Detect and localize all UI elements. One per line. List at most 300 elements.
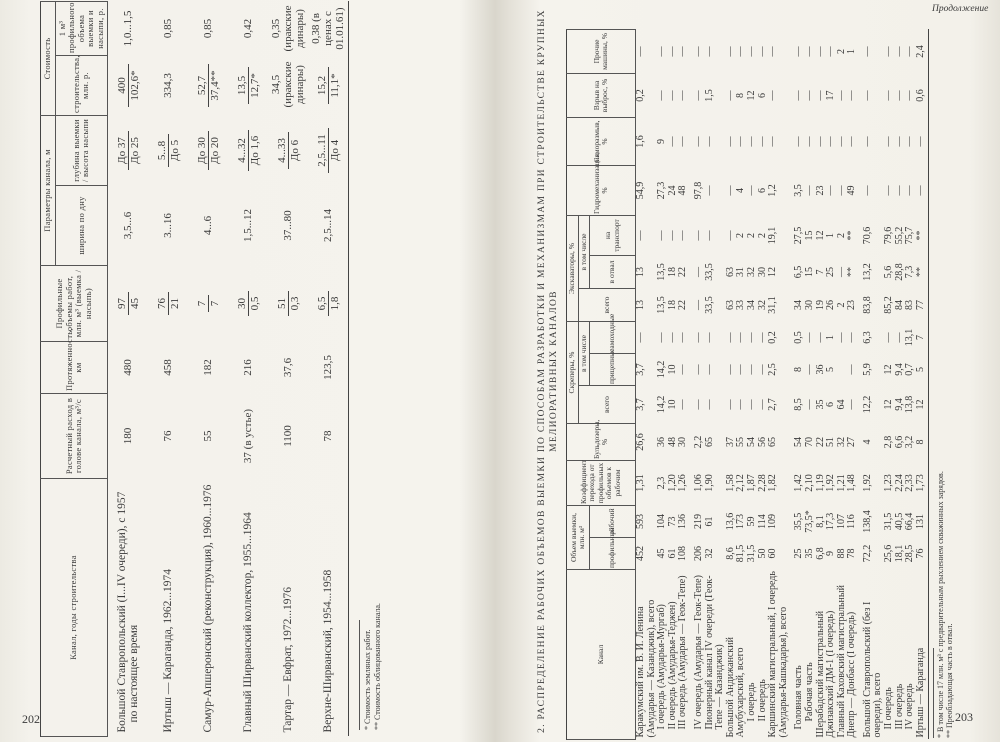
- scrapers-total-value: 9,4: [893, 398, 905, 411]
- length-value: 123,5: [308, 342, 349, 394]
- volume-work-value: 35,5: [793, 512, 805, 531]
- continuation-label: Продолжение: [932, 4, 989, 14]
- other-value: 2,4: [916, 29, 929, 73]
- scrapers-total-value: 12: [883, 399, 895, 410]
- hydro-value: —: [835, 185, 847, 196]
- coef-value: 2,10: [803, 474, 815, 492]
- scrapers-self-propelled-value: —: [735, 332, 747, 343]
- other-value: —: [803, 46, 815, 57]
- table-row: [705, 29, 726, 739]
- scrapers-trailed-value: 5: [825, 367, 837, 372]
- table-row: [148, 1, 188, 736]
- header-self-propelled: самоходные: [590, 322, 636, 354]
- excavators-to-transport-value: **: [846, 230, 858, 241]
- excavators-total-value: 63: [724, 300, 736, 310]
- volume-profile-value: 25: [793, 548, 805, 559]
- volume-work-value: 66,4: [904, 512, 916, 531]
- hydro-value: 23: [814, 185, 826, 196]
- table-title: 2. РАСПРЕДЕЛЕНИЕ РАБОЧИХ ОБЪЕМОВ ВЫЕМКИ ПО СПОСОБАМ РАЗРАБОТКИ И МЕХАНИЗМАМ ПРИ СТРОИТЕЛЬСТВЕ КРУПНЫХ МЕЛИОРАТИВНЫХ КАНАЛОВ: [537, 9, 559, 733]
- cost-total-denominator: 12,7*: [248, 73, 261, 98]
- bulldozers-value: 70: [803, 437, 815, 447]
- volume-work-value: 593: [635, 514, 646, 529]
- blast-value: 12: [745, 90, 757, 101]
- volume-profile-value: 32: [703, 548, 715, 559]
- cost-total-numerator: 334,3: [162, 73, 174, 98]
- scrapers-trailed-value: —: [745, 364, 757, 375]
- scrapers-self-propelled-value: 0,2: [767, 331, 779, 344]
- volume-work-value: 138,4: [861, 510, 873, 533]
- excavators-to-dump-value: 6,5: [793, 265, 805, 279]
- page-number-right: 203: [955, 710, 973, 724]
- blast-value: 1,5: [703, 89, 715, 102]
- table-row: [805, 29, 816, 739]
- coef-value: 1,31: [635, 474, 646, 492]
- other-value: —: [677, 46, 689, 57]
- excavators-to-dump-value: 5,6: [883, 265, 895, 279]
- profile-volume: [268, 266, 308, 342]
- other-value: —: [756, 46, 768, 57]
- bulldozers-value: 6,6: [893, 435, 905, 449]
- coef-value: 2,33: [904, 474, 916, 492]
- scrapers-self-propelled-value: —: [893, 332, 905, 343]
- cost-total-numerator: 34,5 (иракские динары): [270, 61, 306, 108]
- scrapers-total-value: 35: [814, 399, 826, 410]
- self-erosion-value: —: [814, 136, 826, 147]
- table-row: [228, 1, 268, 736]
- header-to-dump: в отвал: [590, 256, 636, 289]
- flow-value: 1100: [282, 425, 294, 447]
- header-self-erosion: Саморазмыв, %: [567, 117, 636, 165]
- cost-unit: 0,42: [242, 18, 254, 39]
- volume-work-value: 31,5: [883, 512, 895, 531]
- bulldozers-value: 54: [745, 437, 757, 447]
- table-row: [916, 29, 929, 739]
- excavators-to-transport-value: 79,6: [883, 226, 895, 245]
- header-excavators-incl: в том числе: [578, 215, 590, 288]
- cost-total-numerator: 400: [116, 64, 129, 106]
- depth-value-denominator: До 20: [208, 137, 221, 164]
- header-profile: Профильные объемы работ, млн. м³ (выемка / насыпь): [41, 266, 108, 342]
- blast-value: 0,2: [635, 89, 646, 102]
- depth-value-numerator: До 37: [116, 131, 129, 170]
- cost-total: [268, 55, 308, 115]
- profile-volume-fraction: [116, 292, 141, 315]
- coef-value: 1,42: [793, 474, 805, 492]
- scrapers-total-value: 10: [666, 399, 678, 410]
- cost-total-denominator: 11,1*: [328, 73, 341, 98]
- coef-value: 1,20: [666, 474, 678, 492]
- canal-name: Верхне-Ширванский, 1954...1958: [308, 479, 349, 737]
- scrapers-self-propelled-value: —: [814, 332, 826, 343]
- volume-profile-value: 25,6: [883, 544, 895, 563]
- excavators-to-transport-value: 1: [825, 232, 837, 238]
- table-row: [747, 29, 758, 739]
- excavators-to-dump-value: 31: [735, 267, 747, 277]
- coef-value: 1,06: [692, 474, 704, 492]
- volume-work-value: 104: [656, 514, 668, 529]
- cost-total-denominator: 37,4**: [208, 70, 221, 101]
- coef-value: 1,87: [745, 474, 757, 492]
- volume-work-value: 173: [735, 514, 747, 529]
- coef-value: 1,19: [814, 474, 826, 492]
- cost-total-fraction: [236, 67, 261, 104]
- profile-volume-denominator: 0,5: [248, 296, 261, 311]
- coef-value: 1,90: [703, 474, 715, 492]
- volume-profile-value: 18,1: [893, 544, 905, 563]
- volume-profile-value: 78: [846, 548, 858, 559]
- depth-value-fraction: [196, 131, 221, 170]
- profile-volume: [188, 266, 228, 342]
- profile-volume-numerator: 97: [116, 292, 129, 315]
- self-erosion-value: —: [677, 136, 689, 147]
- other-value: —: [861, 46, 873, 57]
- volume-work-value: 61: [703, 516, 715, 527]
- volume-profile-value: 108: [677, 546, 689, 561]
- canal-name: Днепр — Донбасс (I очередь): [846, 611, 858, 738]
- excavators-to-transport-value: 15: [803, 230, 815, 241]
- volume-work-value: 109: [767, 514, 779, 529]
- coef-value: 1,58: [724, 474, 736, 492]
- excavators-to-dump-value: 30: [756, 267, 768, 277]
- excavators-to-dump-value: 25: [825, 267, 837, 277]
- blast-value: 6: [756, 92, 768, 98]
- flow-value: 78: [308, 394, 349, 479]
- hydro-value: —: [703, 185, 715, 196]
- self-erosion-value: 9: [656, 138, 668, 144]
- hydro-value: 4: [735, 187, 747, 193]
- profile-volume-numerator: 51: [276, 291, 289, 317]
- scrapers-self-propelled-value: —: [756, 332, 768, 343]
- scrapers-total-value: —: [703, 399, 715, 410]
- bulldozers-value: 30: [677, 437, 689, 447]
- bulldozers-value: 4: [861, 439, 873, 445]
- excavators-total-value: 23: [846, 300, 858, 310]
- scrapers-self-propelled-value: 6,3: [861, 331, 873, 344]
- blast-value: —: [861, 90, 873, 101]
- cost-unit: 1,0...1,5: [122, 10, 134, 47]
- blast-value: —: [835, 90, 847, 101]
- excavators-total-value: 22: [677, 300, 689, 310]
- depth-value-numerator: 4...33: [276, 132, 289, 169]
- hydro-value: 24: [666, 185, 678, 196]
- cost-total-fraction: [162, 67, 174, 104]
- depth-value-denominator: До 4: [328, 139, 341, 162]
- volume-work-value: 114: [756, 514, 768, 529]
- hydro-value: —: [883, 185, 895, 196]
- coef-value: 1,21: [835, 474, 847, 492]
- coef-value: 2,28: [756, 474, 768, 492]
- hydro-value: —: [861, 185, 873, 196]
- self-erosion-value: —: [825, 136, 837, 147]
- profile-volume-fraction: [276, 291, 301, 317]
- scrapers-self-propelled-value: —: [745, 332, 757, 343]
- excavators-to-transport-value: 2: [835, 232, 847, 238]
- self-erosion-value: —: [883, 136, 895, 147]
- header-scrapers-incl: в том числе: [578, 322, 590, 386]
- coef-value: 1,26: [677, 474, 689, 492]
- excavators-to-transport-value: —: [656, 230, 668, 241]
- width-value: 2,5...14: [308, 186, 349, 266]
- self-erosion-value: —: [767, 136, 779, 147]
- scrapers-trailed-value: 5: [916, 354, 929, 386]
- canal-name: Большой Андижанский: [724, 637, 736, 738]
- volume-profile-value: 88: [835, 548, 847, 559]
- header-bulldozers: Бульдозеры, %: [567, 424, 636, 461]
- scrapers-total-value: 14,2: [656, 395, 668, 414]
- volume-work-value: 17,3: [825, 512, 837, 531]
- scrapers-self-propelled-value: —: [666, 332, 678, 343]
- scrapers-trailed-value: —: [756, 364, 768, 375]
- excavators-to-dump-value: —: [835, 267, 847, 277]
- hydro-value: —: [904, 185, 916, 196]
- cost-total-numerator: 13,5: [236, 67, 249, 104]
- other-value: —: [724, 46, 736, 57]
- cost-unit: 0,35 (иракские динары): [270, 5, 306, 52]
- hydro-value: —: [724, 185, 736, 196]
- excavators-to-dump-value: 33,5: [703, 263, 715, 281]
- header-other: Прочие машины, %: [567, 29, 636, 73]
- scrapers-self-propelled-value: —: [677, 332, 689, 343]
- excavators-total-value: 33: [735, 300, 747, 310]
- canal-name: IV очередь (Амударья — Геок-Тепе): [692, 575, 704, 730]
- width-value: 3,5...6: [122, 211, 134, 240]
- footnote-rule: [359, 620, 360, 730]
- footnote-rule: [933, 648, 934, 738]
- profile-volume-numerator: 7: [196, 295, 209, 313]
- bulldozers-value: 37: [724, 437, 736, 447]
- scrapers-total-value: —: [692, 399, 704, 410]
- canal-name: Самур-Апшеронский (реконструкция), 1960...1976: [202, 484, 214, 733]
- hydro-value: —: [893, 185, 905, 196]
- excavators-to-transport-value: **: [916, 215, 929, 255]
- other-value: 2: [835, 48, 847, 54]
- excavators-to-dump-value: **: [916, 256, 929, 289]
- excavators-to-dump-value: 18: [666, 267, 678, 277]
- depth-value-fraction: [316, 128, 341, 173]
- other-value: —: [767, 46, 779, 57]
- blast-value: —: [893, 90, 905, 101]
- excavators-to-transport-value: 2: [745, 232, 757, 238]
- volume-profile-value: 72,2: [861, 544, 873, 563]
- scrapers-total-value: 13,8: [904, 395, 916, 414]
- excavators-total-value: 26: [825, 300, 837, 310]
- canal-name: III очередь: [893, 683, 905, 730]
- profile-volume-denominator: 0,3: [288, 296, 301, 311]
- excavators-total-value: 34: [793, 300, 805, 310]
- scrapers-self-propelled-value: —: [635, 332, 646, 343]
- header-to-transport: на транспорт: [590, 215, 636, 255]
- canal-name: Главный Ширванский коллектор, 1955...1964: [242, 512, 254, 733]
- hydro-value: —: [916, 165, 929, 215]
- scrapers-self-propelled-value: —: [883, 332, 895, 343]
- self-erosion-value: —: [692, 136, 704, 147]
- canal-name: Джизакский ДМ-1 (I очередь): [825, 610, 837, 738]
- volume-work-value: 107: [835, 514, 847, 529]
- excavators-to-transport-value: 12: [814, 230, 826, 241]
- profile-volume: [228, 266, 268, 342]
- hydro-value: 3,5: [793, 184, 805, 197]
- excavators-to-dump-value: 32: [745, 267, 757, 277]
- excavators-to-transport-value: —: [666, 230, 678, 241]
- table-row: [636, 29, 658, 739]
- table-row: [689, 29, 705, 739]
- depth-value-numerator: 2,5...11: [316, 128, 329, 173]
- excavators-to-dump-value: —: [692, 267, 704, 277]
- canal-parameters-table: [40, 1, 349, 737]
- flow-value: 76: [162, 430, 174, 442]
- self-erosion-value: —: [846, 136, 858, 147]
- scrapers-self-propelled-value: —: [692, 332, 704, 343]
- scrapers-total-value: 64: [835, 399, 847, 410]
- self-erosion-value: —: [904, 136, 916, 147]
- scrapers-total-value: 8,5: [793, 398, 805, 411]
- profile-volume: [108, 266, 149, 342]
- canal-name: Большой Ставропольский (I...IV очереди), с 1957 по настоящее время: [116, 491, 140, 733]
- scrapers-trailed-value: 14,2: [656, 360, 668, 379]
- scrapers-total-value: —: [735, 399, 747, 410]
- bulldozers-value: 26,6: [635, 433, 646, 451]
- other-value: —: [656, 46, 668, 57]
- right-page: [530, 0, 990, 742]
- other-value: —: [893, 46, 905, 57]
- volume-profile-value: 452: [635, 546, 646, 561]
- canal-name: IV очередь: [904, 683, 916, 730]
- right-footnotes: [933, 0, 954, 738]
- excavators-total-value: 13: [635, 300, 646, 310]
- scrapers-self-propelled-value: —: [846, 332, 858, 343]
- scrapers-self-propelled-value: —: [803, 332, 815, 343]
- scrapers-total-value: 6: [825, 402, 837, 407]
- header-width: ширина по дну: [55, 186, 108, 266]
- depth-value: [148, 115, 188, 185]
- canal-name: III очередь (Амударья — Геок-Тепе): [677, 575, 689, 730]
- coef-value: 1,73: [916, 461, 929, 506]
- excavators-to-dump-value: 12: [767, 267, 779, 277]
- self-erosion-value: —: [756, 136, 768, 147]
- cost-total: [308, 55, 349, 115]
- scrapers-trailed-value: 10: [666, 364, 678, 375]
- header-excavators-total: всего: [578, 289, 636, 322]
- bulldozers-value: 27: [846, 437, 858, 447]
- other-value: —: [814, 46, 826, 57]
- scrapers-trailed-value: —: [803, 364, 815, 375]
- footnote: * В том числе 17 млн. м³ с предварительным рыхлением скважинных зарядов.: [936, 471, 946, 738]
- excavators-total-value: 34: [745, 300, 757, 310]
- self-erosion-value: —: [793, 136, 805, 147]
- excavators-to-transport-value: 55,2: [893, 226, 905, 245]
- cost-total-numerator: 52,7: [196, 64, 209, 106]
- bulldozers-value: 51: [825, 437, 837, 447]
- header-volume-work: рабочий: [590, 506, 636, 538]
- cost-total-fraction: [270, 55, 306, 113]
- excavators-total-value: 30: [803, 300, 815, 310]
- left-footnotes: [359, 0, 382, 730]
- other-value: —: [635, 46, 646, 57]
- volume-work-value: 59: [745, 516, 757, 527]
- excavators-to-dump-value: **: [846, 267, 858, 277]
- coef-value: 2,24: [893, 474, 905, 492]
- self-erosion-value: —: [803, 136, 815, 147]
- self-erosion-value: —: [703, 136, 715, 147]
- profile-volume-fraction: [316, 291, 341, 317]
- scrapers-trailed-value: —: [703, 364, 715, 375]
- profile-volume-denominator: 45: [128, 298, 141, 309]
- volume-profile-value: 60: [767, 548, 779, 559]
- header-cost-unit: 1 м³ профильного объема выемки и насыпи, р.: [55, 1, 108, 55]
- width-value: 3...16: [162, 213, 174, 238]
- blast-value: —: [692, 90, 704, 101]
- blast-value: —: [883, 90, 895, 101]
- cost-total-fraction: [116, 64, 141, 106]
- canal-name: Большой Ставропольский (без I очереди), всего: [861, 601, 884, 738]
- excavators-to-dump-value: 7: [814, 269, 826, 275]
- scrapers-trailed-value: 0,7: [904, 363, 916, 376]
- canal-name: Амубухарский, всего: [735, 647, 747, 738]
- excavators-to-transport-value: 2: [756, 232, 768, 238]
- depth-value-denominator: До 5: [168, 139, 181, 162]
- self-erosion-value: —: [745, 136, 757, 147]
- scrapers-trailed-value: 8: [793, 367, 805, 372]
- volume-work-value: 73,5*: [803, 510, 815, 533]
- scrapers-trailed-value: —: [735, 364, 747, 375]
- coef-value: 2,12: [735, 474, 747, 492]
- scrapers-total-value: —: [724, 399, 736, 410]
- excavators-to-dump-value: 7,3: [904, 265, 916, 279]
- depth-value-numerator: До 30: [196, 131, 209, 170]
- volume-work-value: 131: [916, 506, 929, 538]
- canal-name: Каракумский им. В. И. Ленина (Амударья — Казанджик), всего: [635, 599, 657, 738]
- table-row: [188, 1, 228, 736]
- self-erosion-value: —: [735, 136, 747, 147]
- cost-unit: 0,85: [202, 18, 214, 39]
- hydro-value: 97,8: [692, 181, 704, 200]
- excavators-to-transport-value: 19,1: [767, 226, 779, 245]
- excavators-total-value: 33,5: [703, 296, 715, 314]
- other-value: —: [825, 46, 837, 57]
- cost-total-fraction: [316, 67, 341, 103]
- header-cost-group: Стоимость: [41, 1, 56, 115]
- table-row: [678, 29, 689, 739]
- depth-value-fraction: [156, 134, 181, 167]
- width-value: 37...80: [282, 210, 294, 241]
- excavators-total-value: 19: [814, 300, 826, 310]
- cost-total-denominator: 102,6*: [128, 70, 141, 101]
- depth-value-fraction: [276, 132, 301, 169]
- excavators-total-value: 83,8: [861, 296, 873, 314]
- self-erosion-value: —: [835, 136, 847, 147]
- scrapers-total-value: 12,2: [861, 395, 873, 414]
- other-value: 1: [846, 48, 858, 54]
- hydro-value: 1,2: [767, 184, 779, 197]
- scrapers-self-propelled-value: 13,1: [904, 328, 916, 347]
- excavators-to-transport-value: —: [635, 230, 646, 241]
- depth-value: [268, 115, 308, 185]
- profile-volume: [308, 266, 349, 342]
- canal-name: I очередь (Амударья-Мургаб): [656, 604, 668, 730]
- scrapers-self-propelled-value: —: [656, 332, 668, 343]
- volume-work-value: 116: [846, 514, 858, 529]
- excavators-total-value: 13,5: [656, 296, 668, 314]
- scrapers-total-value: —: [756, 399, 768, 410]
- hydro-value: 54,9: [635, 181, 646, 200]
- blast-value: —: [814, 90, 826, 101]
- width-value: 1,5...12: [242, 209, 254, 242]
- flow-value: 37 (в устье): [242, 408, 254, 464]
- coef-value: 1,23: [883, 474, 895, 492]
- blast-value: —: [803, 90, 815, 101]
- volume-profile-value: 35: [803, 548, 815, 559]
- excavators-total-value: 18: [666, 300, 678, 310]
